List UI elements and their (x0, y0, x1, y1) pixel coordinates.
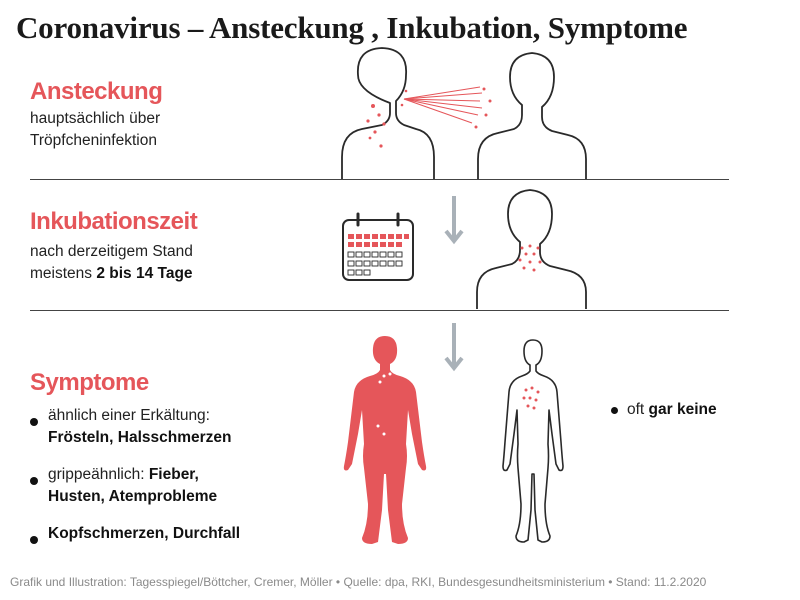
ansteckung-description (30, 108, 160, 152)
infection-illustration (340, 45, 590, 180)
inkubation-line-2 (30, 263, 193, 285)
person-bust-icon (478, 53, 586, 179)
ansteckung-line-2: Tröpfcheninfektion (30, 132, 157, 149)
source-credit: Grafik und Illustration: Tagesspiegel/Böttcher, Cremer, Möller • Quelle: dpa, RKI, Bundesgesundheitsministerium • Stand: 11.2.2020 (10, 575, 707, 589)
symptom-item-1-bold: Frösteln, Halsschmerzen (48, 429, 232, 446)
body-silhouette-icon (500, 338, 566, 544)
no-symptoms-note (611, 399, 717, 421)
section-divider (30, 179, 729, 180)
symptom-item (30, 523, 240, 545)
section-heading-symptome: Symptome (30, 369, 149, 396)
inkubation-line-1: nach derzeitigem Stand (30, 243, 193, 260)
down-arrow-icon (444, 195, 464, 247)
page-title: Coronavirus – Ansteckung , Inkubation, Symptome (16, 10, 688, 45)
body-silhouette-icon (340, 334, 430, 546)
symptom-item-3-bold: Kopfschmerzen, Durchfall (48, 525, 241, 542)
symptom-item-1-text: ähnlich einer Erkältung: (48, 407, 210, 424)
droplet-spray-icon (404, 87, 482, 123)
no-symptoms-prefix: oft (627, 401, 649, 418)
symptom-item-2-text: grippeähnlich: (48, 466, 149, 483)
no-symptoms-bold: gar keine (648, 401, 717, 418)
section-heading-ansteckung: Ansteckung (30, 78, 163, 105)
person-bust-icon (474, 188, 590, 310)
inkubation-prefix: meistens (30, 265, 97, 282)
down-arrow-icon (444, 322, 464, 374)
section-heading-inkubation: Inkubationszeit (30, 208, 198, 235)
section-divider (30, 310, 729, 311)
symptom-item-2-bold: Husten, Atemprobleme (48, 488, 218, 505)
inkubation-description (30, 241, 193, 285)
symptom-item (30, 405, 231, 449)
calendar-icon (340, 212, 416, 282)
person-bust-icon (342, 48, 434, 179)
ansteckung-line-1: hauptsächlich über (30, 110, 161, 127)
symptom-item (30, 464, 217, 508)
symptom-item-2-bold-inline: Fieber, (148, 466, 199, 483)
inkubation-duration: 2 bis 14 Tage (96, 265, 193, 282)
